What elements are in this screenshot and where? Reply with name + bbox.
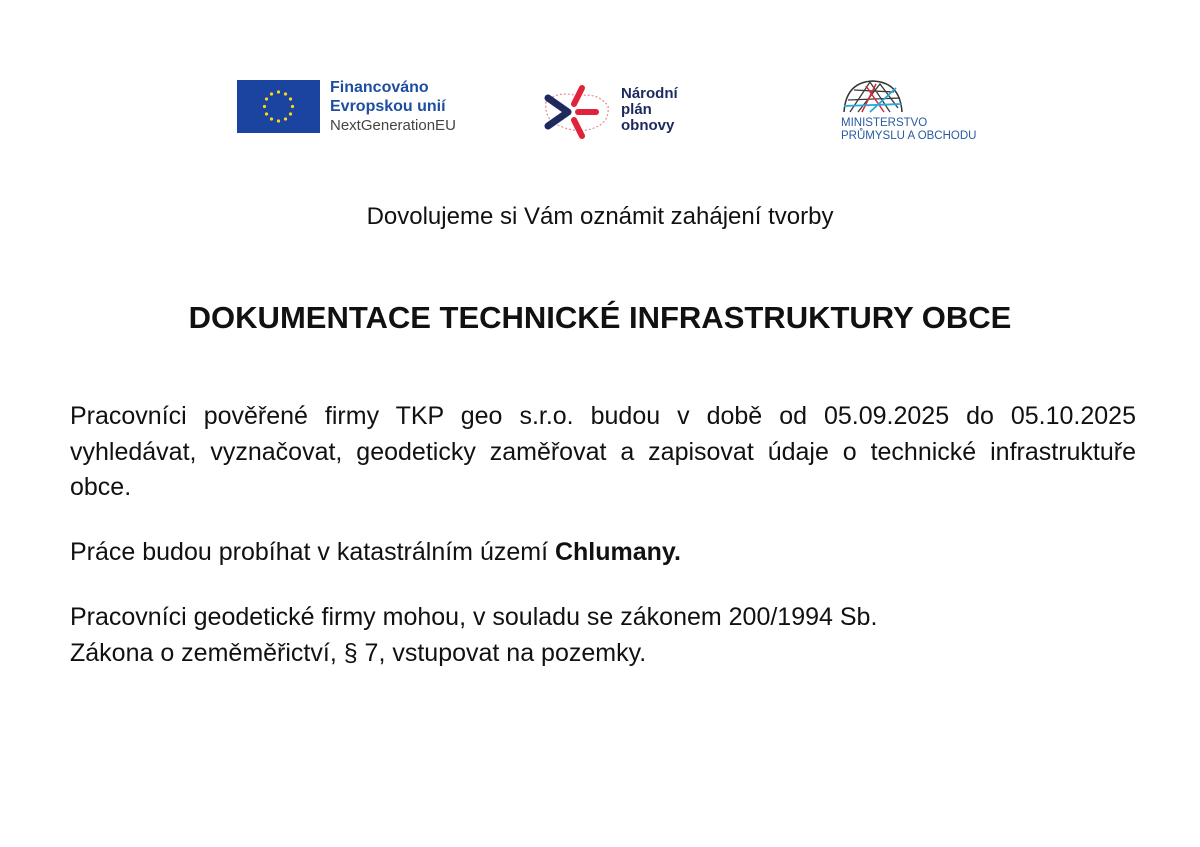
location-text: Práce budou probíhat v katastrálním území bbox=[70, 538, 555, 566]
eu-flag-logo bbox=[237, 80, 320, 133]
eu-text-line1: Financováno bbox=[330, 79, 429, 96]
paragraph-legal bbox=[70, 600, 1136, 671]
intro-text: Dovolujeme si Vám oznámit zahájení tvorby bbox=[366, 203, 834, 230]
mpo-logo-text bbox=[841, 117, 976, 143]
npo-logo-icon bbox=[538, 82, 614, 142]
eu-text-line3: NextGenerationEU bbox=[330, 117, 456, 134]
npo-text-line1: Národní bbox=[621, 85, 678, 102]
mpo-globe-icon bbox=[840, 78, 906, 114]
mpo-text-line2: PRŮMYSLU A OBCHODU bbox=[841, 130, 977, 142]
eu-funding-text bbox=[330, 78, 456, 135]
legal-line2: Zákona o zeměměřictví, § 7, vstupovat na pozemky. bbox=[70, 638, 647, 667]
cadastral-area-name: Chlumany. bbox=[554, 538, 681, 566]
legal-line1: Pracovníci geodetické firmy mohou, v souladu se zákonem 200/1994 Sb. bbox=[70, 603, 878, 631]
document-title: DOKUMENTACE TECHNICKÉ INFRASTRUKTURY OBCE bbox=[188, 300, 1012, 335]
paragraph-schedule: Pracovníci pověřené firmy TKP geo s.r.o. budou v době od 05.09.2025 do 05.10.2025 vyhledávat, vyznačovat, geodeticky zaměřovat a zapisovat údaje o technické infrastruktuře obce. bbox=[70, 402, 1136, 501]
npo-logo-text bbox=[621, 86, 678, 134]
mpo-text-line1: MINISTERSTVO bbox=[841, 117, 928, 129]
paragraph-location bbox=[70, 535, 1136, 571]
npo-text-line3: obnovy bbox=[621, 117, 675, 134]
npo-text-line2: plán bbox=[621, 101, 652, 118]
eu-text-line2: Evropskou unií bbox=[330, 98, 446, 115]
